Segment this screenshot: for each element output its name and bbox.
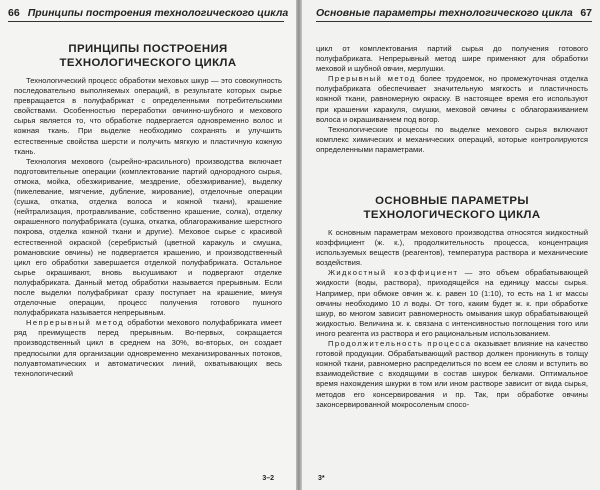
left-running-head (8, 7, 289, 22)
right-para-zhk-rest: — это объем обрабатывающей жидкости (воды, раствора), приходящейся на единицу массы сырья. Например, при обмоке овчин ж. к. равен 10 (1:10), то есть на 1 кг массы овчины необходимо 10 л воды. От того, каким будет ж. к. при обработке шкур, во многом зависит равномерность омывания шкур обрабатывающей жидкостью. Величина ж. к. связана с интенсивностью поглощения того или иного реагента из раствора и его рациональным использованием. (316, 268, 588, 338)
left-section-heading (14, 42, 282, 70)
right-page-number: 67 (580, 7, 592, 19)
right-heading-line2: ТЕХНОЛОГИЧЕСКОГО ЦИКЛА (363, 209, 541, 221)
left-heading-line2: ТЕХНОЛОГИЧЕСКОГО ЦИКЛА (59, 57, 237, 69)
right-page (302, 0, 600, 490)
right-heading-line1: ОСНОВНЫЕ ПАРАМЕТРЫ (375, 195, 529, 207)
right-section-heading (316, 194, 588, 222)
right-para-prerivny-rest: более трудоемок, но промежуточная отделка полуфабриката обеспечивает значительную мягкость и пластичность кожной ткани, равномерную окраску. В настоящее время его используют при крашении каракуля, смушки, меховой овчины с облагораживанием волоса и окрашиванием под вогор. (316, 74, 588, 124)
right-running-head (316, 7, 592, 22)
left-para3-rest: обработки мехового полуфабриката имеет ряд преимуществ перед прерывным. Во-первых, сокращается производственный цикл в среднем на 30%, во-вторых, он создает предпосылки для организации одновременно механизированных потоков, полуавтоматических и автоматических линий, охватывающих весь технологический (14, 318, 283, 378)
left-para3-lead: Непрерывный метод (26, 318, 125, 328)
right-body-bottom (316, 228, 588, 410)
left-running-head-title: Принципы построения технологического цикла (27, 7, 289, 19)
right-para-prerivny-lead: Прерывный метод (328, 74, 416, 84)
left-paragraph-3 (14, 318, 282, 379)
left-page-number: 66 (8, 7, 20, 19)
right-para-params: К основным параметрам мехового производства относятся жидкостный коэффициент (ж. к.), продолжительность процесса, концентрация используемых веществ (реагентов), температура раствора и механические воздействия. (316, 228, 588, 268)
right-para-tech: Технологические процессы по выделке мехового сырья включают комплекс химических и механических операций, которые контролируются определенными параметрами. (316, 124, 588, 154)
right-para-zhk (316, 268, 588, 339)
right-top-paragraph: цикл от комплектования партий сырья до получения готового полуфабриката. Непрерывный метод шире применяют для обработки меховой и шубной овчин, мерлушки. (316, 44, 588, 74)
right-body-top (316, 44, 588, 155)
left-signature-mark: 3–2 (262, 475, 274, 482)
left-paragraph-2: Технология мехового (сырейно-красильного) производства включает подготовительные операции (комплектование партий однородного сырья, отмока, мойка, обезжиривание, мездрение, обезжиривание), выделку (пикелевание, мягчение, дубление, жирование), отделочные операции (сушка, откатка, отделка волоса и кожной ткани), крашение (нейтрализация, протравливание, собственно крашение, солка), отделку окрашенного полуфабриката (сушка, откатка, облагораживание шерстного покрова, отделка кожной ткани и другие). Меховое сырье с красивой естественной окраской (серебристый (цветной каракуль и смушка, романовские овчины) не подвергается крашению, и производственный цикл его обработки завершается отделкой полуфабриката. Остальное сырье окрашивают, вновь высушивают и подвергают отделке полуфабриката. Данный метод обработки называется прерывным. Если после выделки полуфабрикат сразу поступает на крашение, минуя отделочные операции, процесс получения готового пушного полуфабриката называется непрерывным. (14, 156, 282, 318)
right-para-duration-rest: оказывает влияние на качество готовой продукции. Обрабатывающий раствор должен проникнуть в толщу кожной ткани, равномерно распределиться по всем ее слоям и вступить во взаимодействие с входящими в состав шкурок белками. Оптимальное время нахождения шкурки в том или ином растворе зависит от вида сырья, методов его консервирования и пр. Так, при обработке овчины законсервированной мокросоленым спосо- (316, 339, 588, 409)
right-running-head-title: Основные параметры технологического цикла (316, 7, 573, 19)
left-paragraph-1: Технологический процесс обработки меховых шкур — это совокупность последовательно выполняемых операций, в результате которых сырье превращается в полуфабрикат с определенными потребительскими свойствами. Особенностью переработки овчинно-шубного и мехового сырья является то, что обработке подвергается одновременно волос и кожная ткань. При выделке необходимо сохранять и улучшить естественные свойства шерсти и получить мягкую и пластичную кожную ткань. (14, 76, 282, 156)
right-para-zhk-lead: Жидкостный коэффициент (328, 268, 459, 278)
right-para-duration-lead: Продолжительность процесса (328, 339, 472, 349)
right-signature-mark: 3* (318, 475, 325, 482)
left-heading-line1: ПРИНЦИПЫ ПОСТРОЕНИЯ (68, 43, 228, 55)
right-para-duration (316, 339, 588, 410)
right-para-prerivny (316, 74, 588, 124)
left-page (0, 0, 296, 490)
left-body (14, 76, 282, 379)
